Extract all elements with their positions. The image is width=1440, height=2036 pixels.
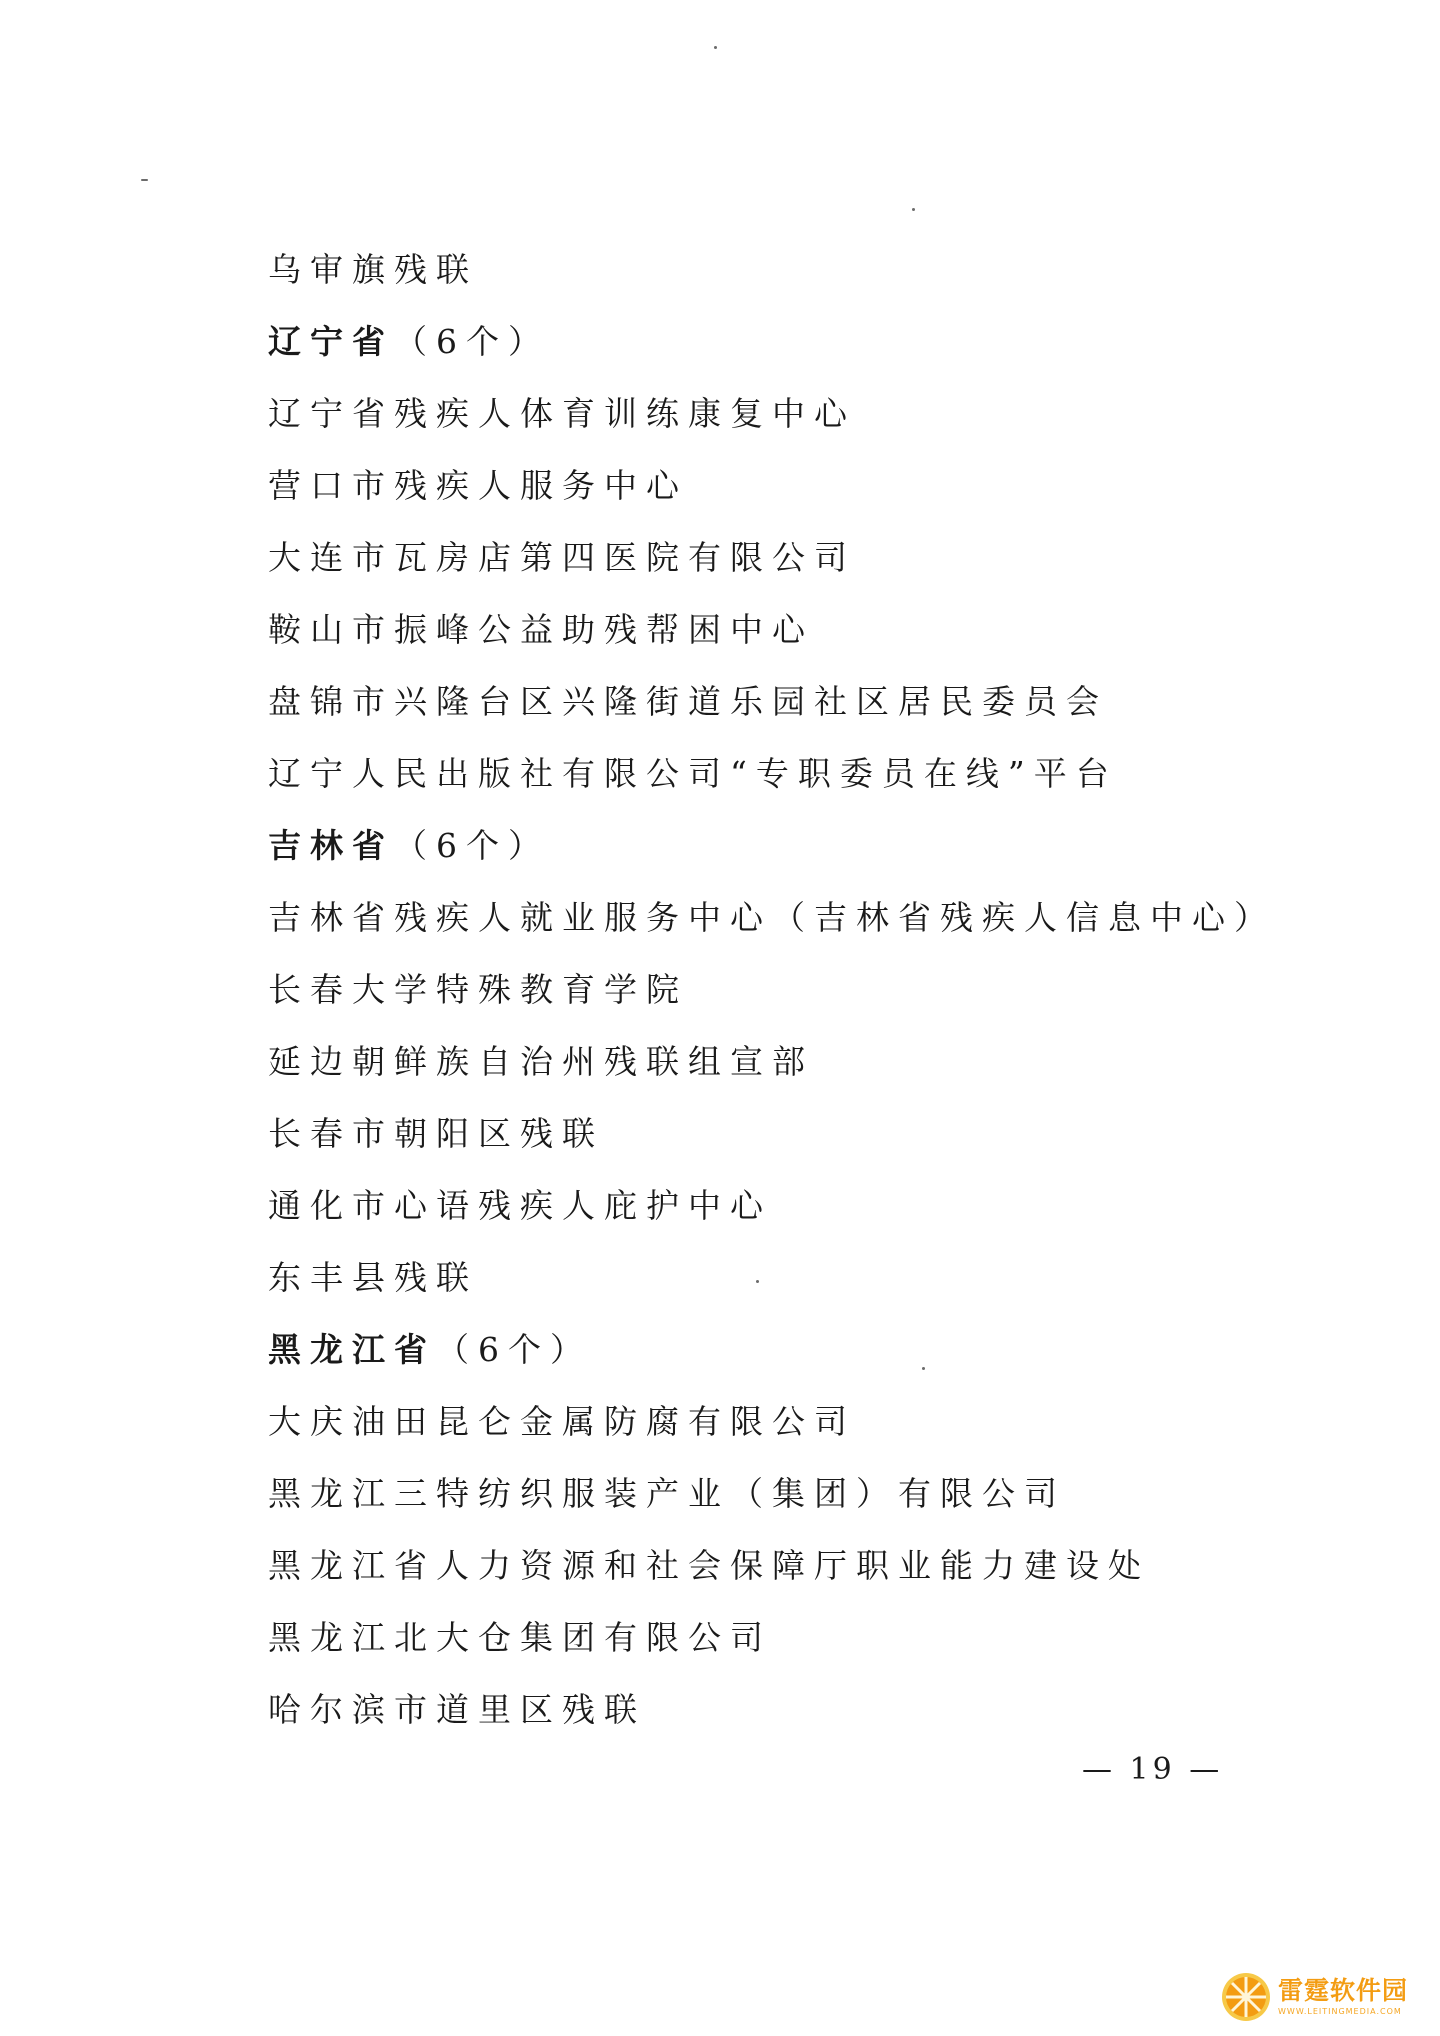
organization-list <box>268 234 1276 1746</box>
scan-speck <box>912 208 915 211</box>
province-heading <box>268 1314 1268 1386</box>
province-count: （6个） <box>436 1330 592 1369</box>
province-heading <box>268 810 1268 882</box>
watermark-name: 雷霆软件园 <box>1278 1976 1409 2005</box>
list-item: 长春大学特殊教育学院 <box>268 970 688 1009</box>
list-item: 盘锦市兴隆台区兴隆街道乐园社区居民委员会 <box>268 682 1108 721</box>
orange-slice-logo-icon <box>1220 1971 1272 2023</box>
list-item: 吉林省残疾人就业服务中心（吉林省残疾人信息中心） <box>268 898 1276 937</box>
list-item: 黑龙江省人力资源和社会保障厅职业能力建设处 <box>268 1546 1150 1585</box>
list-item: 哈尔滨市道里区残联 <box>268 1690 646 1729</box>
watermark <box>1220 1968 1432 2026</box>
province-name: 吉林省 <box>268 826 394 865</box>
list-item: 营口市残疾人服务中心 <box>268 466 688 505</box>
province-count: （6个） <box>394 322 550 361</box>
province-name: 黑龙江省 <box>268 1330 436 1369</box>
list-item: 东丰县残联 <box>268 1258 478 1297</box>
scan-speck <box>714 46 717 49</box>
province-heading <box>268 306 1268 378</box>
list-item: 长春市朝阳区残联 <box>268 1114 604 1153</box>
list-item: 鞍山市振峰公益助残帮困中心 <box>268 610 814 649</box>
watermark-url: WWW.LEITINGMEDIA.COM <box>1278 2007 1402 2016</box>
list-item: 大连市瓦房店第四医院有限公司 <box>268 538 856 577</box>
page-number: — 19 — <box>1082 1752 1224 1787</box>
list-item: 黑龙江三特纺织服装产业（集团）有限公司 <box>268 1474 1066 1513</box>
list-item: 乌审旗残联 <box>268 250 478 289</box>
province-count: （6个） <box>394 826 550 865</box>
scan-speck <box>141 179 148 181</box>
list-item: 辽宁省残疾人体育训练康复中心 <box>268 394 856 433</box>
list-item: 通化市心语残疾人庇护中心 <box>268 1186 772 1225</box>
list-item: 延边朝鲜族自治州残联组宣部 <box>268 1042 814 1081</box>
province-name: 辽宁省 <box>268 322 394 361</box>
list-item: 大庆油田昆仑金属防腐有限公司 <box>268 1402 856 1441</box>
list-item: 辽宁人民出版社有限公司“专职委员在线”平台 <box>268 754 1118 793</box>
list-item: 黑龙江北大仓集团有限公司 <box>268 1618 772 1657</box>
